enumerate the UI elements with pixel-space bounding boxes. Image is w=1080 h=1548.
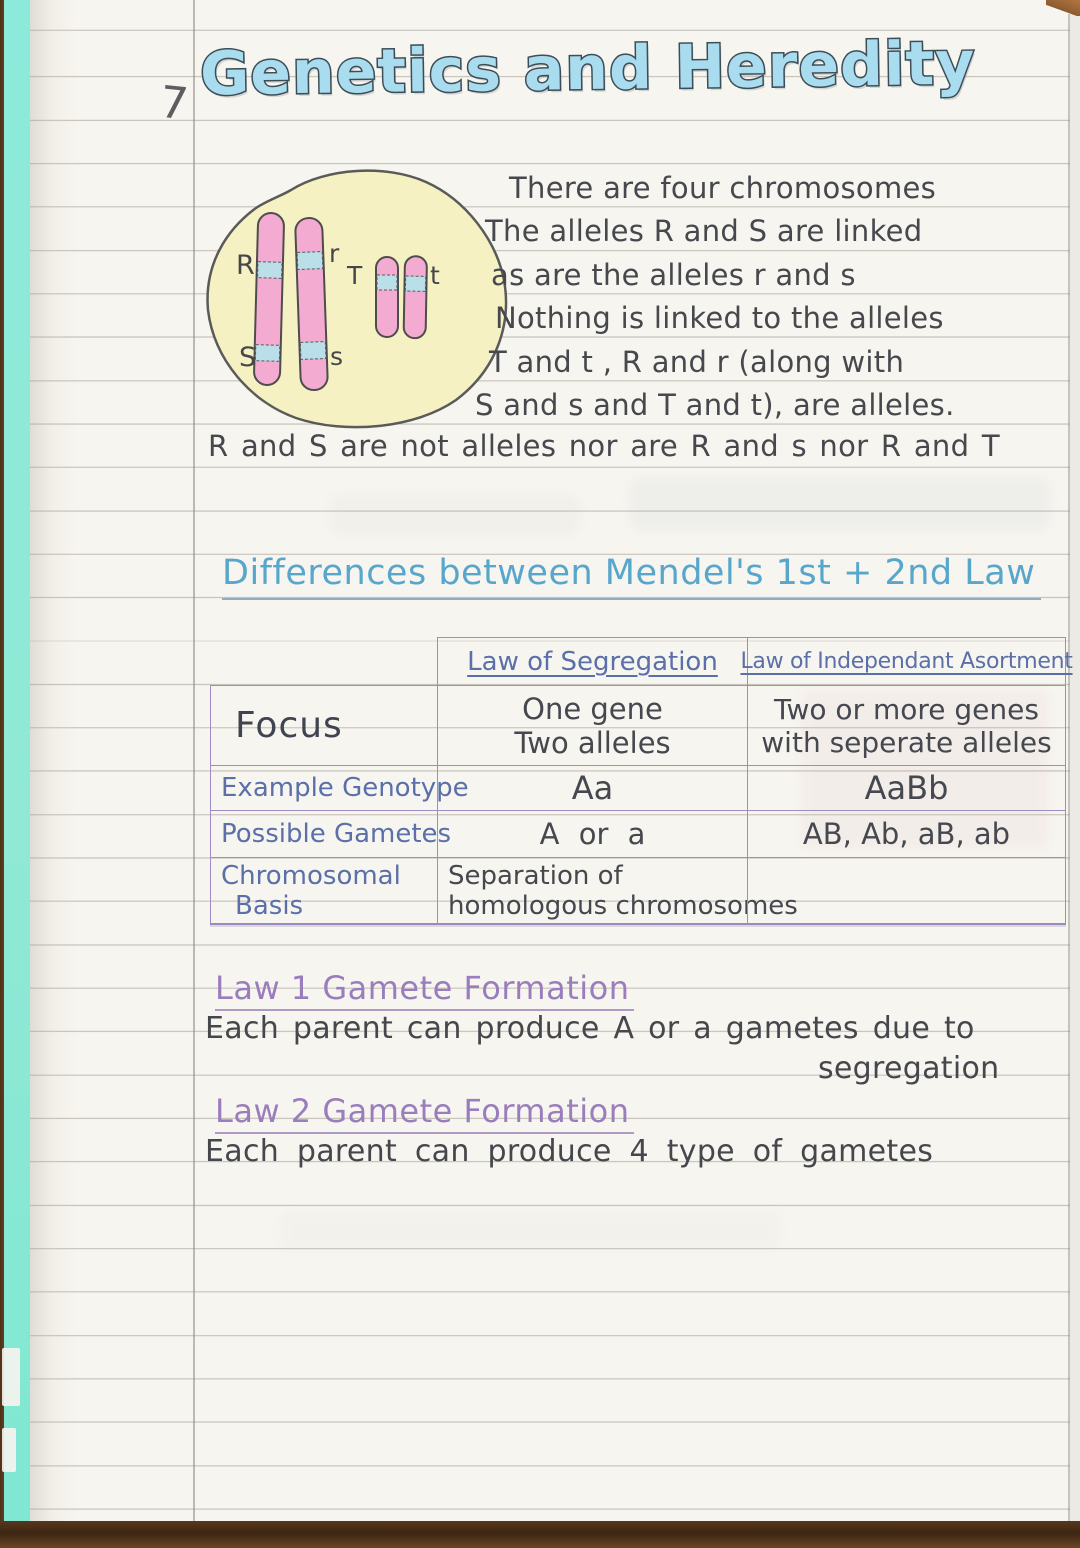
band-S — [255, 345, 279, 362]
ink-bleed-through — [280, 1210, 780, 1250]
section-heading: Differences between Mendel's 1st + 2nd Law — [222, 551, 1041, 600]
chromosome-short-left — [376, 257, 398, 337]
allele-label-r: r — [329, 239, 340, 268]
chromosome-long-right — [295, 218, 328, 391]
band-R — [258, 262, 282, 279]
notebook-page — [30, 0, 1080, 1522]
allele-label-s: s — [330, 342, 344, 371]
page-number-marker: 7 — [157, 76, 191, 131]
allele-label-S: S — [239, 342, 257, 373]
law1-body-line2: segregation — [818, 1051, 1000, 1086]
allele-label-R: R — [236, 250, 255, 281]
page-edge-line — [1068, 14, 1070, 1522]
page-title: Genetics and Heredity — [199, 28, 976, 110]
band-T — [377, 275, 397, 290]
intro-line: There are four chromosomes — [509, 171, 937, 205]
intro-line-full-width: R and S are not alleles nor are R and s nor R and T — [208, 429, 1000, 463]
allele-label-t: t — [430, 261, 440, 290]
table-header-independent: Law of Independant Asortment — [747, 637, 1066, 685]
table-header-blank — [210, 637, 437, 685]
row-label-focus: Focus — [210, 685, 437, 765]
intro-line: S and s and T and t), are alleles. — [475, 388, 955, 423]
comparison-table — [210, 637, 1073, 925]
cell-membrane — [208, 171, 506, 428]
allele-label-T: T — [347, 261, 363, 290]
intro-line: The alleles R and S are linked — [485, 214, 923, 249]
row-label-basis: Chromosomal Basis — [210, 857, 437, 925]
ink-bleed-through — [330, 495, 580, 535]
cell-genotype-independent: AaBb — [747, 765, 1066, 810]
law2-body-line1: Each parent can produce 4 type of gametes — [205, 1134, 934, 1169]
cell-gametes-independent: AB, Ab, aB, ab — [747, 810, 1066, 857]
band-t — [405, 276, 425, 291]
intro-line: Nothing is linked to the alleles — [495, 301, 944, 336]
cell-focus-independent: Two or more genes with seperate alleles — [747, 685, 1066, 765]
desk-edge — [0, 1521, 1080, 1548]
row-label-genotype: Example Genotype — [210, 765, 437, 810]
cell-diagram — [196, 160, 518, 440]
page-edge-shade — [1070, 0, 1080, 1522]
tape-reflection — [2, 1348, 20, 1406]
law1-body-line1: Each parent can produce A or a gametes due to — [205, 1011, 975, 1046]
cell-gametes-segregation: A or a — [437, 810, 747, 857]
margin-line — [193, 0, 195, 1522]
intro-note — [475, 167, 955, 427]
ink-bleed-through — [630, 478, 1050, 530]
cell-basis-segregation: Separation of homologous chromosomes — [437, 857, 747, 925]
cell-focus-segregation: One gene Two alleles — [437, 685, 747, 765]
notebook-binding-strip — [4, 0, 30, 1548]
chromosome-long-left — [254, 213, 284, 386]
cell-basis-independent — [747, 857, 1066, 925]
intro-line: T and t , R and r (along with — [489, 344, 905, 379]
tape-reflection — [2, 1428, 16, 1472]
cell-genotype-segregation: Aa — [437, 765, 747, 810]
law2-heading: Law 2 Gamete Formation — [215, 1092, 634, 1134]
band-r — [297, 252, 323, 270]
law1-heading: Law 1 Gamete Formation — [215, 969, 634, 1011]
chromosome-short-right — [404, 256, 427, 338]
intro-line: as are the alleles r and s — [491, 257, 856, 292]
row-label-gametes: Possible Gametes — [210, 810, 437, 857]
desk-corner — [1046, 0, 1080, 16]
table-header-segregation: Law of Segregation — [437, 637, 747, 685]
band-s — [300, 342, 326, 360]
